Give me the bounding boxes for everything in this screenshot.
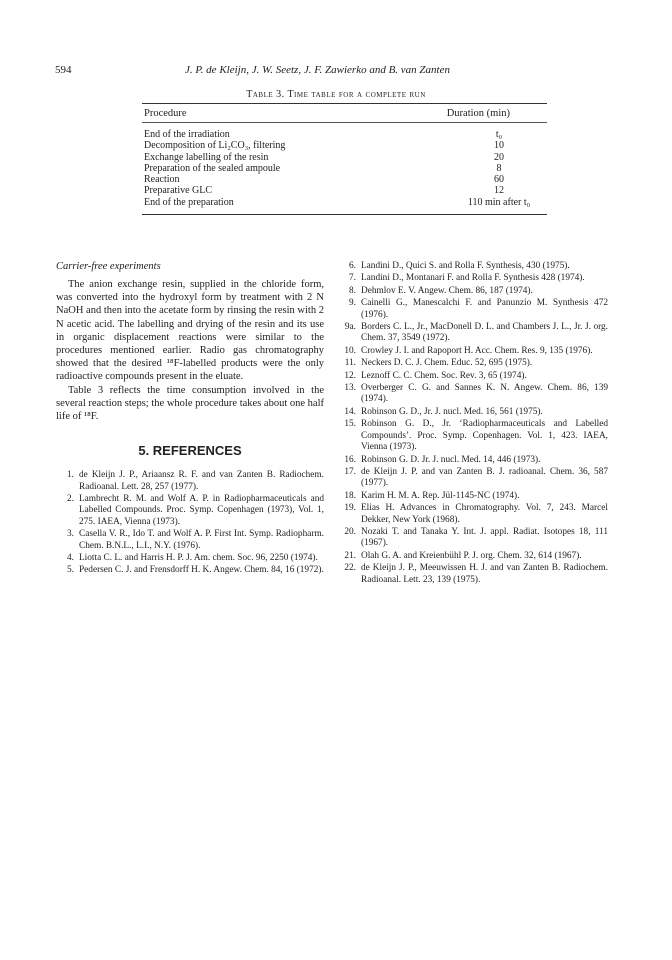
reference-text: Landini D., Quici S. and Rolla F. Synthesis, 430 (1975). (361, 261, 570, 271)
reference-text: Karim H. M. A. Rep. Jül-1145-NC (1974). (361, 490, 520, 501)
table-cell-duration: t₀ (495, 129, 503, 140)
reference-number: 1. (67, 470, 74, 481)
reference-number: 14. (344, 406, 356, 417)
right-column (338, 261, 608, 587)
reference-number: 12. (344, 370, 356, 381)
reference-item (56, 470, 324, 493)
reference-item (338, 551, 608, 562)
reference-number: 4. (67, 553, 74, 564)
reference-text: Crowley J. I. and Rapoport H. Acc. Chem. Res. 9, 135 (1976). (361, 345, 593, 356)
reference-text: Liotta C. L. and Harris H. P. J. Am. chem. Soc. 96, 2250 (1974). (79, 553, 318, 564)
reference-item (56, 529, 324, 552)
table-row (144, 152, 545, 163)
reference-text: Olah G. A. and Kreienbühl P. J. org. Chem. 32, 614 (1967). (361, 550, 582, 561)
reference-item (338, 563, 608, 586)
reference-number: 9a. (344, 322, 356, 333)
table-cell-procedure: End of the irradiation (144, 129, 230, 140)
reference-item (56, 494, 324, 528)
reference-text: de Kleijn J. P., Ariaansz R. F. and van Zanten B. Radiochem. Radioanal. Lett. 28, 257 (1977). (79, 470, 324, 492)
reference-text: Overberger C. G. and Sannes K. N. Angew. Chem. 86, 139 (1974). (361, 383, 608, 405)
reference-item (338, 261, 608, 272)
reference-item (338, 286, 608, 297)
table-body (142, 123, 547, 214)
table-cell-duration: 8 (496, 162, 502, 174)
reference-text: Pedersen C. J. and Frensdorff H. K. Angew. Chem. 84, 16 (1972). (79, 565, 324, 576)
reference-item (338, 503, 608, 526)
reference-item (338, 322, 608, 345)
reference-number: 17. (344, 466, 356, 477)
reference-item (338, 346, 608, 357)
table-header-row (142, 104, 547, 123)
reference-text: Elias H. Advances in Chromatography. Vol. 7, 243. Marcel Dekker, New York (1968). (361, 503, 608, 525)
reference-item (338, 407, 608, 418)
reference-item (338, 419, 608, 453)
reference-text: Dehmlov E. V. Angew. Chem. 86, 187 (1974). (361, 285, 533, 296)
column-header-duration: Duration (min) (446, 108, 510, 119)
reference-text: Neckers D. C. J. Chem. Educ. 52, 695 (1975). (361, 358, 533, 369)
reference-item (338, 491, 608, 502)
reference-text: de Kleijn J. P., Meeuwissen H. J. and van Zanten B. Radiochem. Radioanal. Lett. 23, 139 (1975). (361, 563, 608, 585)
left-column (56, 261, 324, 578)
reference-text: Nozaki T. and Tanaka Y. Int. J. appl. Radiat. Isotopes 18, 111 (1967). (361, 526, 608, 549)
references-heading: 5. REFERENCES (138, 443, 242, 459)
table-cell-procedure: Decomposition of Li₂CO₃, filtering (144, 140, 286, 152)
reference-text: Landini D., Montanari F. and Rolla F. Synthesis 428 (1974). (361, 273, 585, 284)
reference-text: Robinson G. D., Jr. J. nucl. Med. 16, 561 (1975). (361, 406, 543, 417)
table-caption: Table 3. Time table for a complete run (246, 89, 426, 100)
time-table (142, 103, 547, 215)
reference-text: Lambrecht R. M. and Wolf A. P. in Radiopharmaceuticals and Labelled Compounds. Proc. Symp. Copenhagen (1973), Vol. 1, 275. IAEA, Vienna (1973). (79, 494, 324, 527)
reference-item (338, 455, 608, 466)
reference-text: Leznoff C. C. Chem. Soc. Rev. 3, 65 (1974). (361, 370, 527, 381)
reference-text: Borders C. L., Jr., MacDonell D. L. and Chambers J. L., Jr. J. org. Chem. 37, 3549 (1972). (361, 322, 608, 344)
reference-number: 13. (344, 383, 356, 394)
reference-number: 3. (67, 529, 74, 540)
table-row (144, 174, 545, 185)
table-cell-procedure: Exchange labelling of the resin (144, 151, 269, 163)
table-cell-procedure: Preparative GLC (144, 185, 213, 197)
reference-text: Casella V. R., Ido T. and Wolf A. P. First Int. Symp. Radiopharm. Chem. B.N.L., L.I., N.Y. (1976). (79, 529, 324, 551)
table-cell-procedure: End of the preparation (144, 196, 234, 208)
reference-text: Robinson G. D., Jr. ‘Radiopharmaceuticals and Labelled Compounds’. Proc. Symp. Copenhagen. Vol. 1, 423. IAEA, Vienna (1973). (361, 419, 608, 453)
reference-item (338, 358, 608, 369)
reference-item (338, 371, 608, 382)
reference-number: 10. (344, 345, 356, 356)
reference-item (338, 273, 608, 284)
reference-item (338, 467, 608, 490)
reference-number: 2. (67, 494, 74, 505)
column-header-procedure: Procedure (144, 108, 187, 119)
table-cell-procedure: Reaction (144, 174, 180, 186)
reference-list-right (338, 261, 608, 586)
reference-list-left (56, 470, 324, 577)
section-subheading: Carrier-free experiments (56, 261, 161, 272)
reference-text: Cainelli G., Manescalchi F. and Panunzio M. Synthesis 472 (1976). (361, 298, 608, 320)
reference-item (56, 553, 324, 564)
reference-number: 11. (344, 358, 356, 369)
body-paragraph: Table 3 reflects the time consumption involved in the several reaction steps; the whole procedure takes about one half life of ¹⁸F. (56, 384, 324, 423)
reference-number: 22. (344, 563, 356, 574)
reference-number: 18. (344, 490, 356, 501)
reference-item (338, 383, 608, 406)
reference-number: 7. (349, 273, 356, 284)
body-paragraph: The anion exchange resin, supplied in the chloride form, was converted into the hydroxyl form by treatment with 2 N NaOH and then into the acetate form by rinsing the resin with 2 N acetic acid. The labelling and drying of the resin and its use in organic displacement reactions were similar to the procedures mentioned earlier. Radio gas chromatography showed that the desired ¹⁸F-labelled products were the only radioactive compounds present in the eluate. (56, 279, 324, 383)
reference-number: 6. (349, 261, 356, 271)
reference-item (56, 565, 324, 576)
table-row (144, 185, 545, 196)
reference-number: 20. (344, 526, 356, 537)
table-cell-duration: 20 (494, 151, 504, 163)
table-row (144, 129, 545, 140)
reference-number: 5. (67, 565, 74, 576)
table-row (144, 197, 545, 208)
reference-text: de Kleijn J. P. and van Zanten B. J. radioanal. Chem. 36, 587 (1977). (361, 466, 608, 489)
reference-number: 15. (344, 419, 356, 430)
table-row (144, 140, 545, 151)
reference-item (338, 298, 608, 321)
table-cell-duration: 60 (494, 174, 504, 186)
table-row (144, 163, 545, 174)
table-cell-procedure: Preparation of the sealed ampoule (144, 162, 281, 174)
table-cell-duration: 110 min after t₀ (467, 196, 531, 208)
table-cell-duration: 10 (494, 140, 504, 152)
reference-number: 21. (344, 550, 356, 561)
reference-number: 16. (344, 454, 356, 465)
reference-number: 19. (344, 503, 356, 514)
reference-number: 8. (349, 285, 356, 296)
reference-item (338, 527, 608, 550)
reference-text: Robinson G. D. Jr. J. nucl. Med. 14, 446 (1973). (361, 454, 541, 465)
reference-number: 9. (349, 298, 356, 309)
table-cell-duration: 12 (494, 185, 504, 197)
running-head: J. P. de Kleijn, J. W. Seetz, J. F. Zawierko and B. van Zanten (185, 64, 450, 76)
page-number: 594 (55, 64, 72, 76)
